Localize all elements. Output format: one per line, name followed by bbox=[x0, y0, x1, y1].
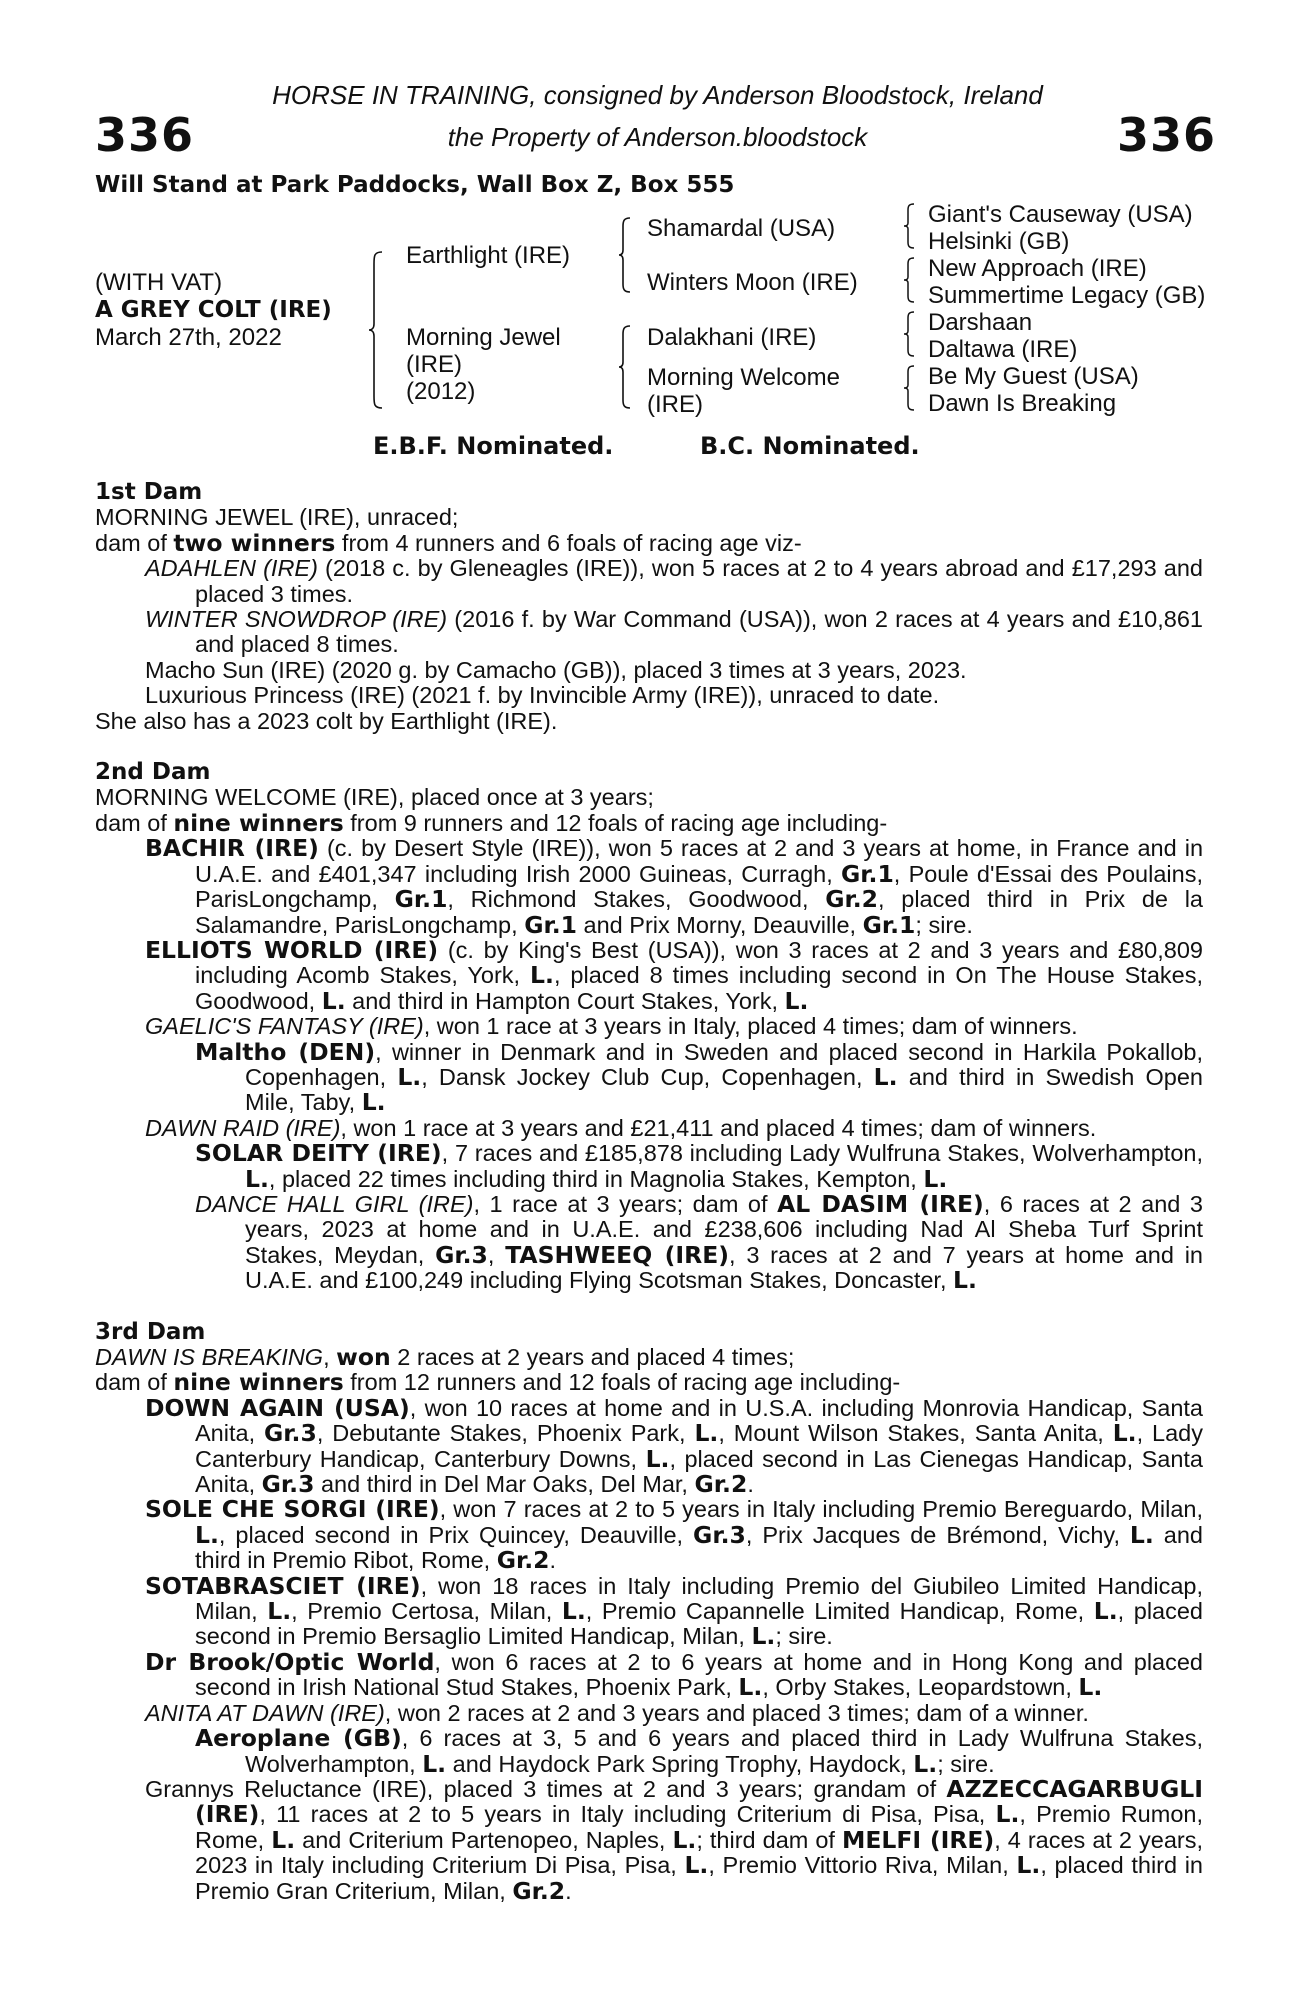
bc-nomination: B.C. Nominated. bbox=[700, 432, 920, 460]
dam-name-line2: (IRE) bbox=[406, 351, 462, 378]
dams-dam-line1: Morning Welcome bbox=[647, 364, 840, 391]
stand-location: Will Stand at Park Paddocks, Wall Box Z, Box 555 bbox=[95, 172, 735, 198]
bracket-gen1 bbox=[368, 244, 388, 414]
g3-dds: Be My Guest (USA) bbox=[928, 363, 1139, 390]
bracket-g3-2 bbox=[903, 254, 919, 310]
g3-sss: Giant's Causeway (USA) bbox=[928, 201, 1193, 228]
dam-name-line1: Morning Jewel bbox=[406, 324, 561, 351]
produce-aeroplane: Aeroplane (GB), 6 races at 3, 5 and 6 years and placed third in Lady Wulfruna Stakes, Wolverhampton, L. and Haydock Park Spring Trophy, Haydock, L.; sire. bbox=[195, 1724, 1203, 1778]
produce-dawn-raid: DAWN RAID (IRE), won 1 race at 3 years and £21,411 and placed 4 times; dam of winners. bbox=[145, 1114, 1097, 1141]
vat-note: (WITH VAT) bbox=[95, 269, 223, 296]
first-dam-intro: MORNING JEWEL (IRE), unraced; bbox=[95, 504, 459, 531]
produce-record bbox=[95, 480, 1203, 1904]
g3-dss: Darshaan bbox=[928, 309, 1033, 336]
third-dam-heading: 3rd Dam bbox=[95, 1318, 206, 1345]
produce-sole-che-sorgi: SOLE CHE SORGI (IRE), won 7 races at 2 to 5 years in Italy including Premio Bereguardo, Milan, L., placed second in Prix Quincey, Deauville, Gr.3, Prix Jacques de Brémond, Vichy, L. and third in Premio Ribot, Rome, Gr.2. bbox=[145, 1495, 1203, 1575]
second-dam-summary: dam of nine winners from 9 runners and 12 foals of racing age including- bbox=[95, 808, 888, 837]
bracket-dam bbox=[618, 320, 636, 420]
lot-number-right: 336 bbox=[1117, 108, 1217, 162]
lot-number-left: 336 bbox=[95, 108, 195, 162]
bracket-g3-4 bbox=[903, 362, 919, 418]
produce-elliots-world: ELLIOTS WORLD (IRE) (c. by King's Best (USA)), won 3 races at 2 and 3 years and £80,809 including Acomb Stakes, York, L., placed 8 times including second in On The House Stakes, Goodwood, L. and third in Hampton Court Stakes, York, L. bbox=[145, 935, 1203, 1015]
first-dam-heading: 1st Dam bbox=[95, 479, 203, 505]
produce-luxurious-princess: Luxurious Princess (IRE) (2021 f. by Invincible Army (IRE)), unraced to date. bbox=[145, 682, 940, 709]
g3-sds: New Approach (IRE) bbox=[928, 255, 1147, 282]
sires-dam: Winters Moon (IRE) bbox=[647, 269, 858, 296]
produce-macho-sun: Macho Sun (IRE) (2020 g. by Camacho (GB)), placed 3 times at 3 years, 2023. bbox=[145, 656, 967, 683]
produce-gaelics-fantasy: GAELIC'S FANTASY (IRE), won 1 race at 3 years in Italy, placed 4 times; dam of winners. bbox=[145, 1013, 1078, 1040]
sire-name: Earthlight (IRE) bbox=[406, 242, 571, 269]
property-line: the Property of Anderson.bloodstock bbox=[447, 122, 868, 152]
g3-sdd: Summertime Legacy (GB) bbox=[928, 282, 1206, 309]
first-dam-summary: dam of two winners from 4 runners and 6 foals of racing age viz- bbox=[95, 528, 802, 557]
produce-bachir: BACHIR (IRE) (c. by Desert Style (IRE)), won 5 races at 2 and 3 years at home, in France and in U.A.E. and £401,347 including Irish 2000 Guineas, Curragh, Gr.1, Poule d'Essai des Poulains, ParisLongchamp, Gr.1, Richmond Stakes, Goodwood, Gr.2, placed third in Prix de la Salamandre, ParisLongchamp, Gr.1 and Prix Morny, Deauville, Gr.1; sire. bbox=[145, 834, 1204, 939]
produce-down-again: DOWN AGAIN (USA), won 10 races at home and in U.S.A. including Monrovia Handicap, Santa Anita, Gr.3, Debutante Stakes, Phoenix Park, L., Mount Wilson Stakes, Santa Anita, L., Lady Canterbury Handicap, Canterbury Downs, L., placed second in Las Cienegas Handicap, Santa Anita, Gr.3 and third in Del Mar Oaks, Del Mar, Gr.2. bbox=[145, 1393, 1204, 1499]
subject-name: A GREY COLT (IRE) bbox=[95, 297, 332, 323]
g3-dsd: Daltawa (IRE) bbox=[928, 336, 1078, 363]
dams-dam-line2: (IRE) bbox=[647, 391, 703, 418]
bracket-g3-1 bbox=[903, 200, 919, 256]
sires-sire: Shamardal (USA) bbox=[647, 215, 836, 242]
dam-year: (2012) bbox=[406, 378, 476, 405]
second-dam-heading: 2nd Dam bbox=[95, 759, 211, 786]
third-dam-intro: DAWN IS BREAKING, won 2 races at 2 years and placed 4 times; bbox=[95, 1343, 795, 1371]
produce-2023-colt: She also has a 2023 colt by Earthlight (IRE). bbox=[95, 707, 558, 734]
produce-dance-hall-girl: DANCE HALL GIRL (IRE), 1 race at 3 years; dam of AL DASIM (IRE), 6 races at 2 and 3 years, 2023 at home and in U.A.E. and £238,606 including Nad Al Sheba Turf Sprint Stakes, Meydan, Gr.3, TASHWEEQ (IRE), 3 races at 2 and 7 years at home and in U.A.E. and £100,249 including Flying Scotsman Stakes, Doncaster, L. bbox=[195, 1189, 1203, 1295]
consignor-line: HORSE IN TRAINING, consigned by Anderson Bloodstock, Ireland bbox=[272, 80, 1043, 110]
produce-grannys-reluctance: Grannys Reluctance (IRE), placed 3 times at 2 and 3 years; grandam of AZZECCAGARBUGLI (IRE), 11 races at 2 to 5 years in Italy including Criterium di Pisa, Pisa, L., Premio Rumon, Rome, L. and Criterium Partenopeo, Naples, L.; third dam of MELFI (IRE), 4 races at 2 years, 2023 in Italy including Criterium Di Pisa, Pisa, L., Premio Vittorio Riva, Milan, L., placed third in Premio Gran Criterium, Milan, Gr.2. bbox=[145, 1774, 1204, 1905]
produce-anita-at-dawn: ANITA AT DAWN (IRE), won 2 races at 2 and 3 years and placed 3 times; dam of a winner. bbox=[145, 1699, 1089, 1726]
produce-winter-snowdrop: WINTER SNOWDROP (IRE) (2016 f. by War Command (USA)), won 2 races at 4 years and £10,861 and placed 8 times. bbox=[145, 606, 1203, 658]
produce-adahlen: ADAHLEN (IRE) (2018 c. by Gleneagles (IRE)), won 5 races at 2 to 4 years abroad and £17,293 and placed 3 times. bbox=[145, 555, 1203, 607]
third-dam-summary: dam of nine winners from 12 runners and 12 foals of racing age including- bbox=[95, 1368, 901, 1397]
produce-sotabrasciet: SOTABRASCIET (IRE), won 18 races in Italy including Premio del Giubileo Limited Handicap, Milan, L., Premio Certosa, Milan, L., Premio Capannelle Limited Handicap, Rome, L., placed second in Premio Bersaglio Limited Handicap, Milan, L.; sire. bbox=[145, 1571, 1204, 1651]
dams-sire: Dalakhani (IRE) bbox=[647, 324, 817, 351]
bracket-sire bbox=[618, 212, 636, 302]
produce-solar-deity: SOLAR DEITY (IRE), 7 races and £185,878 including Lady Wulfruna Stakes, Wolverhampton, L., placed 22 times including third in Magnolia Stakes, Kempton, L. bbox=[195, 1139, 1203, 1193]
produce-maltho: Maltho (DEN), winner in Denmark and in Sweden and placed second in Harkila Pokallob, Copenhagen, L., Dansk Jockey Club Cup, Copenhagen, L. and third in Swedish Open Mile, Taby, L. bbox=[195, 1037, 1204, 1117]
g3-ddd: Dawn Is Breaking bbox=[928, 390, 1117, 417]
produce-dr-brook: Dr Brook/Optic World, won 6 races at 2 to 6 years at home and in Hong Kong and placed second in Irish National Stud Stakes, Phoenix Park, L., Orby Stakes, Leopardstown, L. bbox=[145, 1647, 1203, 1702]
second-dam-intro: MORNING WELCOME (IRE), placed once at 3 years; bbox=[95, 784, 654, 811]
ebf-nomination: E.B.F. Nominated. bbox=[373, 432, 614, 460]
foaling-date: March 27th, 2022 bbox=[95, 324, 282, 351]
bracket-g3-3 bbox=[903, 308, 919, 364]
g3-ssd: Helsinki (GB) bbox=[928, 228, 1070, 255]
